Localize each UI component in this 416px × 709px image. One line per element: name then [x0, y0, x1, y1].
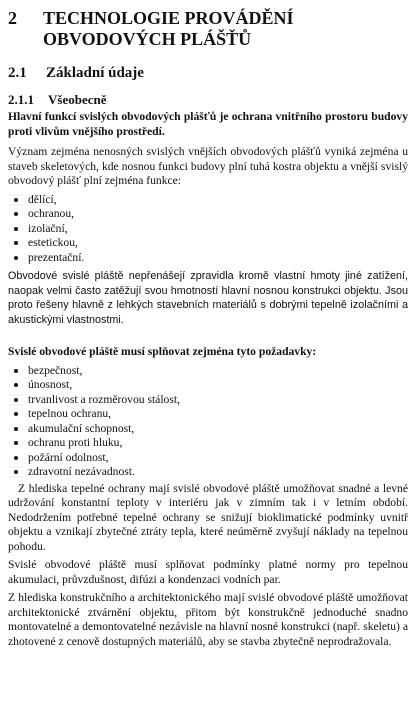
section-title: Základní údaje: [46, 65, 144, 81]
meaning-paragraph: Význam zejména nenosných svislých vnějších obvodových plášťů vyniká zejména u staveb skeletových, kde nosnou funkci budovy plní tuhá kostra objektu a vnější svislý obvodový plášť plní zejména funkce:: [8, 145, 408, 187]
construction-paragraph: Z hlediska konstrukčního a architektonického mají svislé obvodové pláště umožňovat architektonické ztvárnění objektu, přitom být konstrukčně jednoduché snadno montovatelné a demontovatelné nezávisle na hlavní nosné konstrukci (např. skeletu) a zhotovené z cenově dostupných materiálů, aby se stavba zbytečně neprodražovala.: [8, 591, 408, 648]
list-item: akumulační schopnost,: [8, 422, 408, 437]
list-item: ochranou,: [8, 207, 408, 222]
subsection-heading: [8, 92, 408, 108]
list-item: bezpečnost,: [8, 364, 408, 379]
list-item: dělící,: [8, 193, 408, 208]
list-item: trvanlivost a rozměrovou stálost,: [8, 393, 408, 408]
chapter-title: TECHNOLOGIE PROVÁDĚNÍ OBVODOVÝCH PLÁŠŤŮ: [43, 8, 294, 49]
requirements-heading: Svislé obvodové pláště musí splňovat zejména tyto požadavky:: [8, 345, 317, 358]
list-item: prezentační.: [8, 251, 408, 266]
list-item: izolační,: [8, 222, 408, 237]
functions-list: [8, 193, 408, 266]
requirements-list: [8, 364, 408, 480]
norms-paragraph: Svislé obvodové pláště musí splňovat podmínky platné normy pro tepelnou akumulaci, průvzdušnost, difúzi a kondenzaci vodních par.: [8, 558, 408, 586]
subsection-number: 2.1.1: [8, 92, 34, 107]
list-item: tepelnou ochranu,: [8, 407, 408, 422]
chapter-heading: [8, 8, 408, 50]
lead-paragraph: Hlavní funkcí svislých obvodových plášťů je ochrana vnitřního prostoru budovy proti vlivům vnějšího prostředí.: [8, 110, 408, 138]
list-item: estetickou,: [8, 236, 408, 251]
thermal-paragraph: Z hlediska tepelné ochrany mají svislé obvodové pláště umožňovat snadné a levné udržování konstantní teploty v interiéru jak v zimním tak i v letním období. Nedodržením potřebné tepelné ochrany se snižují bioklimatické podmínky uvnitř objektu a vznikají zbytečné ztráty tepla, které neúměrně zvyšují náklady na tepelnou pohodu.: [8, 481, 408, 553]
document-page: [8, 0, 408, 649]
chapter-number: 2: [8, 8, 17, 28]
list-item: zdravotní nezávadnost.: [8, 465, 408, 480]
nonbearing-paragraph: Obvodové svislé pláště nepřenášejí zpravidla kromě vlastní hmoty jiné zatížení, naopak velmi často zatěžují svou hmotností hlavní nosnou konstrukci objektu. Jsou proto řešeny hlavně z lehkých stavebních materiálů s dobrými tepelně izolačními a akustickými vlastnostmi.: [8, 270, 408, 326]
section-heading: [8, 64, 408, 82]
subsection-title: Všeobecně: [48, 92, 107, 107]
list-item: ochranu proti hluku,: [8, 436, 408, 451]
list-item: únosnost,: [8, 378, 408, 393]
section-number: 2.1: [8, 65, 27, 81]
list-item: požární odolnost,: [8, 451, 408, 466]
